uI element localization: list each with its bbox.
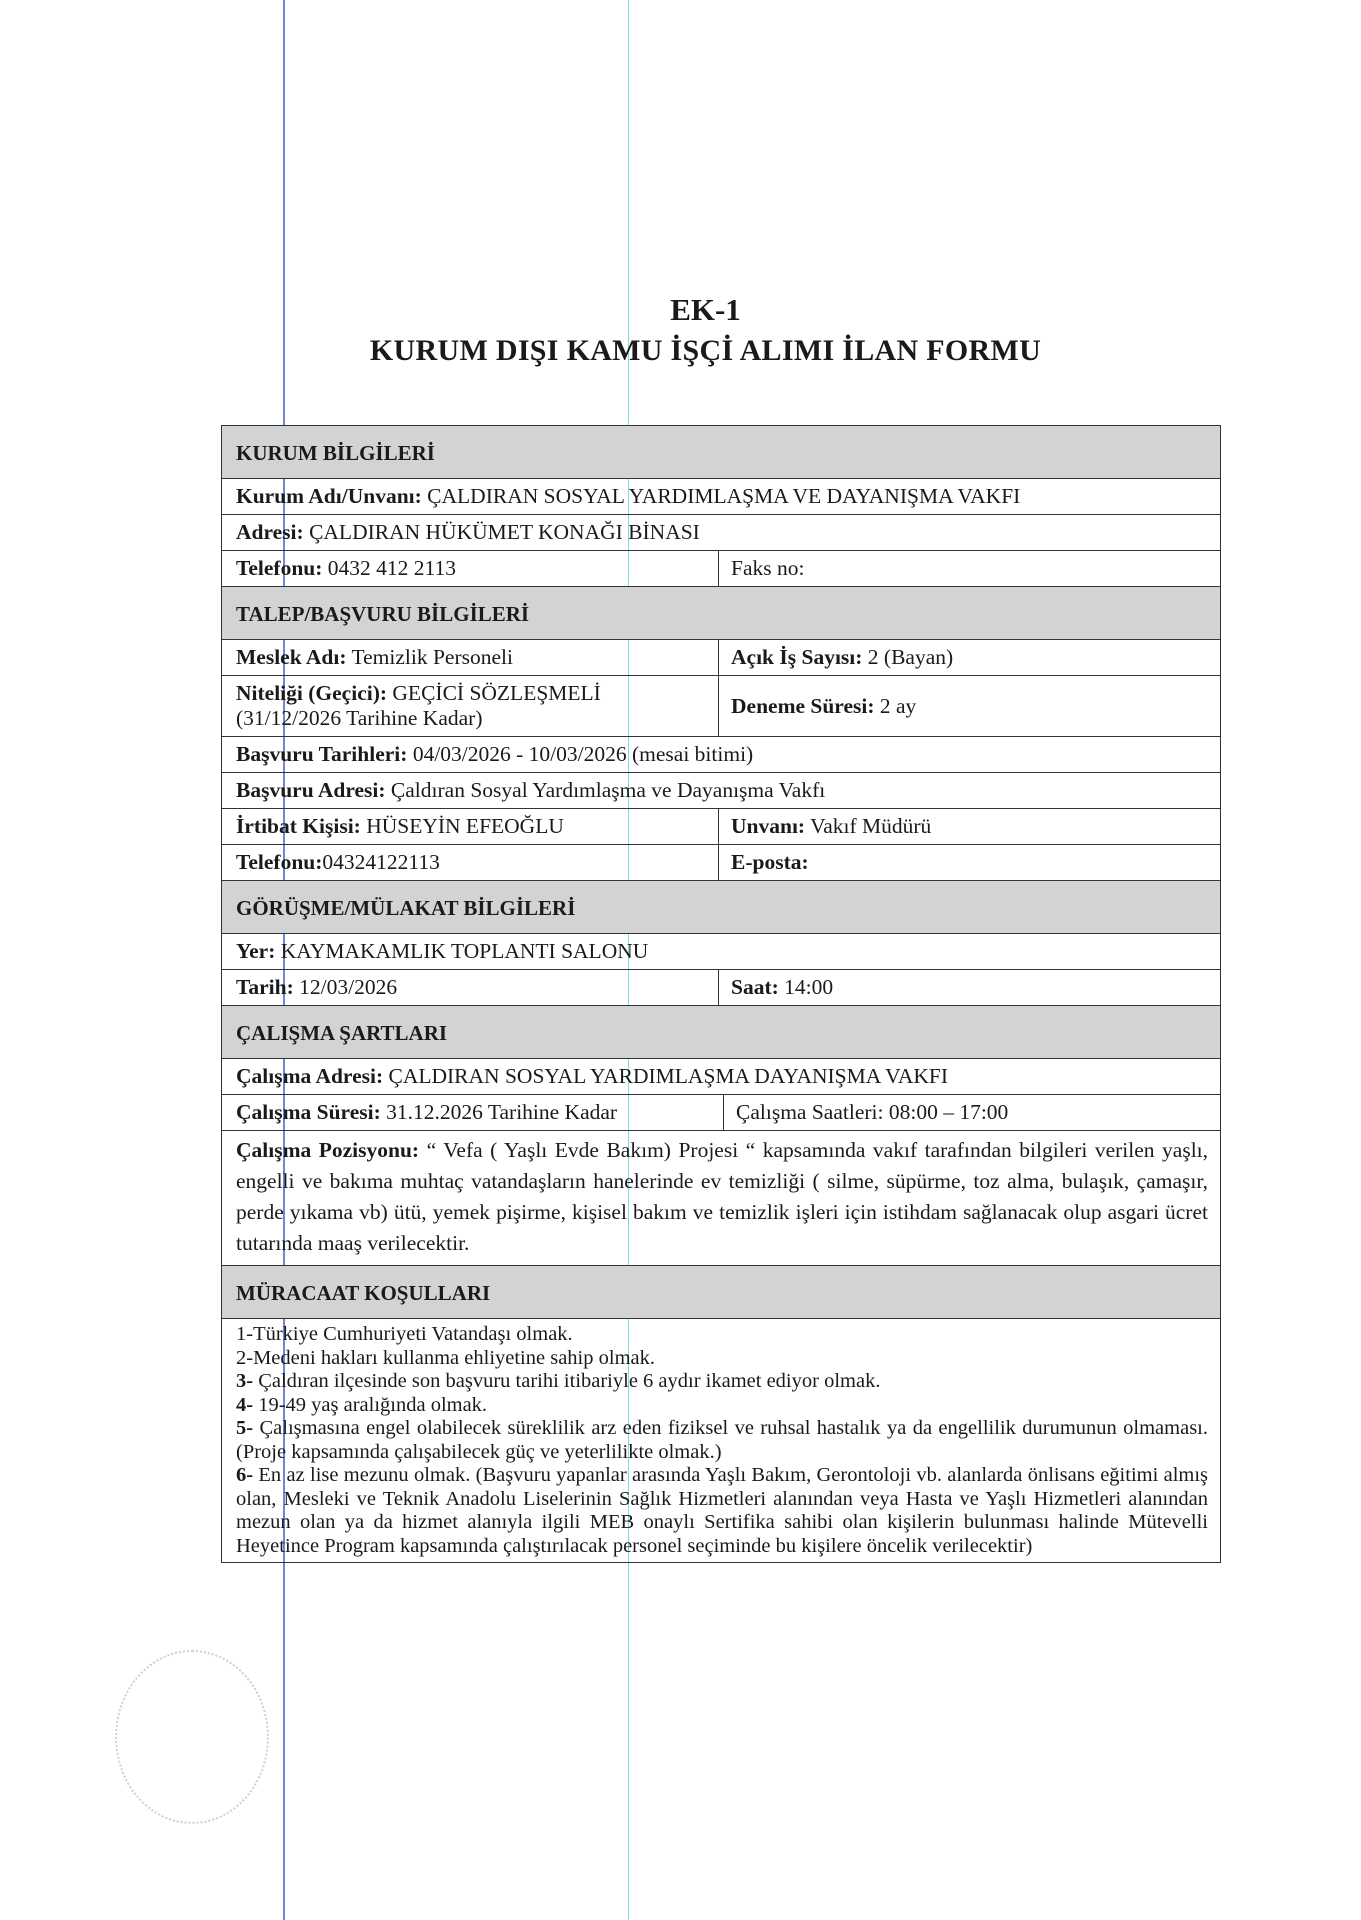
annex-label: EK-1 [670, 292, 741, 327]
kurum-adi-row [222, 479, 1220, 515]
basvuru-adres-value: Çaldıran Sosyal Yardımlaşma ve Dayanışma Vakfı [390, 778, 826, 802]
condition-item: 3- Çaldıran ilçesinde son başvuru tarihi itibariyle 6 aydır ikamet ediyor olmak. [236, 1370, 881, 1392]
calisma-adres-value: ÇALDIRAN SOSYAL YARDIMLAŞMA DAYANIŞMA VAKFI [388, 1064, 949, 1088]
kurum-telefon-row [222, 551, 1220, 587]
kurum-adres-value: ÇALDIRAN HÜKÜMET KONAĞI BİNASI [309, 520, 700, 544]
faded-stamp-mark [115, 1650, 269, 1824]
deneme-value: 2 ay [879, 693, 917, 718]
saat-value: 14:00 [784, 975, 834, 999]
basvuru-tarih-label: Başvuru Tarihleri: [236, 742, 408, 766]
nitelik-label: Niteliği (Geçici): [236, 681, 388, 705]
basvuru-tarih-row [222, 737, 1220, 773]
kurum-telefon-value: 0432 412 2113 [327, 556, 456, 580]
meslek-value: Temizlik Personeli [351, 645, 513, 669]
basvuru-tarih-value: 04/03/2026 - 10/03/2026 (mesai bitimi) [412, 742, 754, 766]
kurum-adi-label: Kurum Adı/Unvanı: [236, 484, 422, 508]
nitelik-row [222, 676, 1220, 737]
section-gorusme-header: GÖRÜŞME/MÜLAKAT BİLGİLERİ [222, 881, 1220, 934]
acik-is-value: 2 (Bayan) [867, 645, 954, 669]
eposta-label: E-posta: [731, 850, 809, 874]
condition-item: 5- Çalışmasına engel olabilecek süreklilik arz eden fiziksel ve ruhsal hastalık ya da engellilik durumunun olmaması. (Proje kapsamında çalışabilecek güç ve yeterlilikte olmak.) [236, 1417, 1209, 1463]
calisma-sure-row [222, 1095, 1220, 1131]
meslek-row [222, 640, 1220, 676]
condition-item: 1-Türkiye Cumhuriyeti Vatandaşı olmak. [236, 1323, 573, 1345]
calisma-saatleri-text: Çalışma Saatleri: 08:00 – 17:00 [736, 1100, 1009, 1124]
condition-item: 4- 19-49 yaş aralığında olmak. [236, 1393, 488, 1416]
condition-list [222, 1319, 1220, 1562]
announcement-form-table [221, 425, 1221, 1563]
kurum-adi-value: ÇALDIRAN SOSYAL YARDIMLAŞMA VE DAYANIŞMA VAKFI [427, 484, 1021, 508]
irtibat-value: HÜSEYİN EFEOĞLU [366, 814, 564, 838]
calisma-adres-label: Çalışma Adresi: [236, 1064, 384, 1088]
yer-row [222, 934, 1220, 970]
kurum-telefon-label: Telefonu: [236, 556, 323, 580]
basvuru-adres-row [222, 773, 1220, 809]
calisma-pozisyon-row [222, 1131, 1220, 1266]
unvan-value: Vakıf Müdürü [810, 814, 932, 838]
kurum-adres-row [222, 515, 1220, 551]
nitelik-value: GEÇİCİ SÖZLEŞMELİ (31/12/2026 Tarihine Kadar) [236, 681, 601, 730]
muracaat-kosullari-row [222, 1319, 1220, 1562]
calisma-adres-row [222, 1059, 1220, 1095]
deneme-label: Deneme Süresi: [731, 693, 875, 718]
section-kurum-header: KURUM BİLGİLERİ [222, 426, 1220, 479]
condition-item: 6- En az lise mezunu olmak. (Başvuru yapanlar arasında Yaşlı Bakım, Gerontoloji vb. alanlarda önlisans eğitimi almış olan, Mesleki ve Teknik Anadolu Liselerinin Sağlık Hizmetleri alanından veya Hasta ve Yaşlı Hizmetleri alanından mezun olan ya da hizmet alanıyla ilgili MEB onaylı Sertifika sahibi olan kişilerin bulunması halinde Mütevelli Heyetince Program kapsamında çalıştırılacak personel seçiminde bu kişilere öncelik verilecektir) [236, 1464, 1209, 1557]
irtibat-telefon-value: 04324122113 [322, 850, 440, 874]
mulakat-tarih-value: 12/03/2026 [299, 975, 398, 999]
mulakat-tarih-label: Tarih: [236, 975, 294, 999]
yer-label: Yer: [236, 939, 276, 963]
irtibat-telefon-row [222, 845, 1220, 881]
calisma-pozisyon-label: Çalışma Pozisyonu: [236, 1138, 420, 1162]
mulakat-tarih-row [222, 970, 1220, 1006]
yer-value: KAYMAKAMLIK TOPLANTI SALONU [280, 939, 649, 963]
acik-is-label: Açık İş Sayısı: [731, 645, 863, 669]
section-muracaat-header: MÜRACAAT KOŞULLARI [222, 1266, 1220, 1319]
condition-item: 2-Medeni hakları kullanma ehliyetine sahip olmak. [236, 1346, 655, 1369]
calisma-sure-label: Çalışma Süresi: [236, 1100, 381, 1124]
section-calisma-header: ÇALIŞMA ŞARTLARI [222, 1006, 1220, 1059]
meslek-label: Meslek Adı: [236, 645, 347, 669]
saat-label: Saat: [731, 975, 779, 999]
irtibat-label: İrtibat Kişisi: [236, 814, 361, 838]
kurum-adres-label: Adresi: [236, 520, 304, 544]
section-talep-header: TALEP/BAŞVURU BİLGİLERİ [222, 587, 1220, 640]
form-title: KURUM DIŞI KAMU İŞÇİ ALIMI İLAN FORMU [369, 334, 1042, 367]
calisma-sure-value: 31.12.2026 Tarihine Kadar [386, 1100, 618, 1124]
kurum-faks-label: Faks no: [731, 556, 805, 580]
calisma-pozisyon-value: “ Vefa ( Yaşlı Evde Bakım) Projesi “ kapsamında vakıf tarafından bilgileri verilen yaşlı, engelli ve bakıma muhtaç vatandaşların hanelerinde ev temizliği ( silme, süpürme, toz alma, bulaşık, çamaşır, perde yıkama vb) ütü, yemek pişirme, kişisel bakım ve temizlik işleri için istihdam sağlanacak olup asgari ücret tutarında maaş verilecektir. [236, 1138, 1209, 1255]
irtibat-row [222, 809, 1220, 845]
irtibat-telefon-label: Telefonu: [236, 850, 323, 874]
basvuru-adres-label: Başvuru Adresi: [236, 778, 386, 802]
unvan-label: Unvanı: [731, 814, 806, 838]
